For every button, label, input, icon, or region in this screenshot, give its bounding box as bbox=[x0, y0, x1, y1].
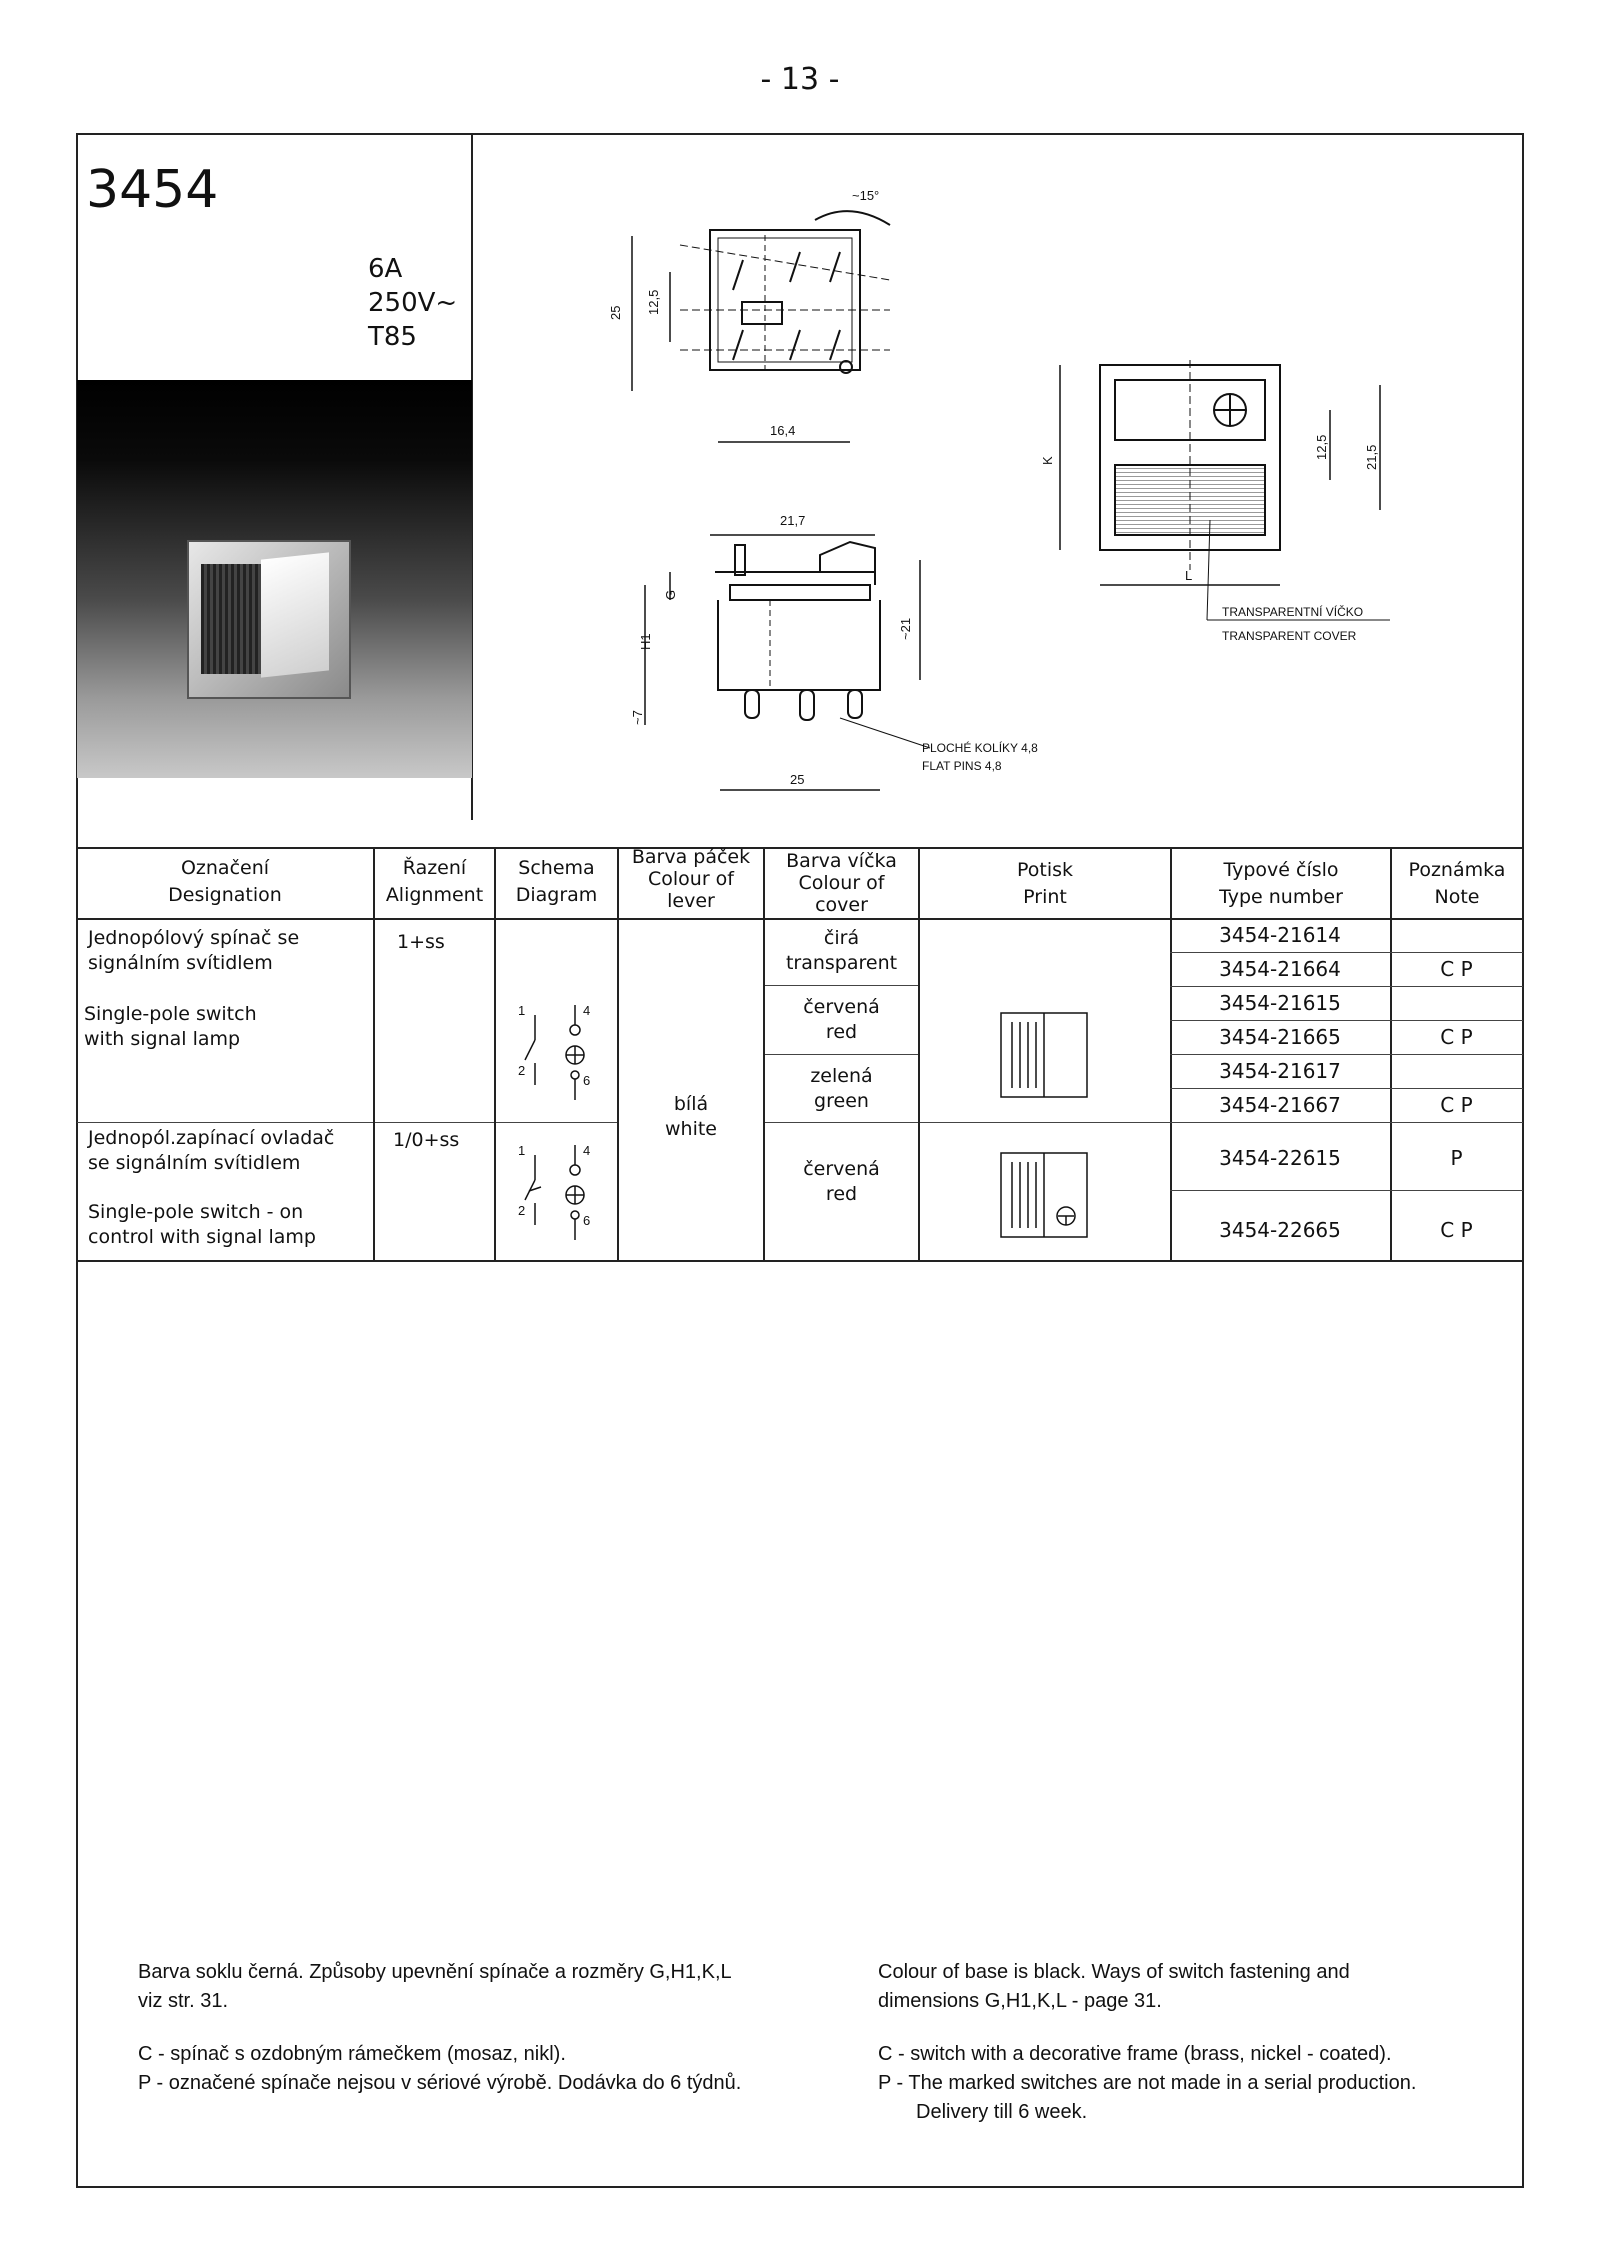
designation-line: Jednopól.zapínací ovladač bbox=[88, 1127, 335, 1149]
row-note: C P bbox=[1440, 1025, 1473, 1049]
designation-line: signálním svítidlem bbox=[88, 952, 273, 974]
lever-color-cz: bílá bbox=[673, 1093, 709, 1115]
diagram-label: 1 bbox=[518, 1143, 526, 1158]
switch-lever bbox=[261, 552, 329, 677]
table-row: 3454-21617 bbox=[1219, 1059, 1341, 1083]
spacer bbox=[138, 2016, 838, 2040]
header-note-cz: Poznámka bbox=[1408, 859, 1506, 881]
header-lever-en: Colour of bbox=[647, 868, 734, 890]
header-designation bbox=[77, 855, 373, 909]
header-lever-en-2: lever bbox=[667, 890, 715, 912]
top-view-outline bbox=[710, 230, 860, 370]
dim-21-5: 21,5 bbox=[1364, 444, 1379, 470]
designation-line: with signal lamp bbox=[84, 1028, 241, 1050]
angle-label: ~15° bbox=[852, 188, 880, 203]
cover-divider bbox=[765, 985, 918, 986]
cover-cz: červená bbox=[803, 996, 880, 1018]
designation-line: Single-pole switch - on bbox=[88, 1201, 304, 1223]
cover-red-2 bbox=[765, 1157, 918, 1207]
print-symbol-lamp bbox=[1000, 1012, 1088, 1098]
row-divider bbox=[1170, 986, 1523, 987]
diagram-label: 2 bbox=[518, 1203, 526, 1218]
header-cover bbox=[765, 850, 918, 916]
header-note-en: Note bbox=[1434, 886, 1480, 908]
row-divider bbox=[1170, 1190, 1523, 1191]
diagram-label: 4 bbox=[583, 1143, 591, 1158]
table-row: 3454-21615 bbox=[1219, 991, 1341, 1015]
dim-l: L bbox=[1185, 568, 1193, 583]
group2-designation-cz bbox=[88, 1126, 334, 1176]
row-divider bbox=[1170, 1088, 1523, 1089]
footnote-line: P - The marked switches are not made in a serial production. bbox=[878, 2072, 1417, 2094]
pins-label-en: FLAT PINS 4,8 bbox=[922, 759, 1002, 773]
rating-current: 6A bbox=[368, 254, 403, 284]
group2-alignment: 1/0+ss bbox=[393, 1129, 460, 1151]
designation-line: Single-pole switch bbox=[84, 1003, 257, 1025]
rating-temperature: T85 bbox=[368, 322, 417, 352]
footnote-line: Delivery till 6 week. bbox=[916, 2101, 1088, 2123]
footnotes-cz bbox=[138, 1958, 838, 2098]
dim-12-5: 12,5 bbox=[1314, 434, 1329, 460]
header-print-en: Print bbox=[1023, 886, 1067, 908]
group1-alignment: 1+ss bbox=[397, 931, 445, 953]
lever-color bbox=[619, 1092, 763, 1142]
header-type-en: Type number bbox=[1219, 886, 1343, 908]
header-cover-en-2: cover bbox=[815, 894, 868, 916]
group1-designation-en bbox=[84, 1002, 257, 1052]
footnote-line: P - označené spínače nejsou v sériové výrobě. Dodávka do 6 týdnů. bbox=[138, 2072, 742, 2094]
group-divider-print bbox=[918, 1122, 1170, 1123]
dim-7: ~7 bbox=[630, 710, 645, 725]
diagram-label: 6 bbox=[583, 1073, 591, 1088]
pins-label-cz: PLOCHÉ KOLÍKY 4,8 bbox=[922, 741, 1038, 755]
group2-switch-diagram bbox=[505, 1135, 615, 1245]
group1-designation-cz bbox=[88, 926, 299, 976]
product-photo bbox=[77, 380, 472, 778]
footnote-line: Colour of base is black. Ways of switch fastening and bbox=[878, 1961, 1350, 1983]
row-note: C P bbox=[1440, 1218, 1473, 1242]
row-note: P bbox=[1450, 1146, 1463, 1170]
header-lever bbox=[619, 846, 763, 912]
header-cover-en: Colour of bbox=[798, 872, 885, 894]
cover-cz: zelená bbox=[810, 1065, 873, 1087]
header-alignment bbox=[375, 855, 494, 909]
spacer bbox=[878, 2016, 1518, 2040]
cover-divider bbox=[765, 1054, 918, 1055]
cover-green bbox=[765, 1064, 918, 1114]
dim-top-inner: 12,5 bbox=[646, 289, 661, 315]
header-print-cz: Potisk bbox=[1016, 859, 1074, 881]
dim-h1: H1 bbox=[638, 633, 653, 650]
diagram-label: 2 bbox=[518, 1063, 526, 1078]
footnote-line: C - spínač s ozdobným rámečkem (mosaz, nikl). bbox=[138, 2043, 566, 2065]
model-number: 3454 bbox=[86, 160, 219, 220]
footnote-line: C - switch with a decorative frame (brass, nickel - coated). bbox=[878, 2043, 1392, 2065]
lever-color-en: white bbox=[665, 1118, 717, 1140]
header-print bbox=[920, 857, 1170, 911]
cover-en: green bbox=[814, 1090, 869, 1112]
header-type bbox=[1172, 857, 1390, 911]
header-designation-en: Designation bbox=[168, 884, 282, 906]
cover-cz: čirá bbox=[823, 927, 860, 949]
row-divider bbox=[1170, 952, 1523, 953]
row-note: C P bbox=[1440, 1093, 1473, 1117]
row-divider bbox=[1170, 1054, 1523, 1055]
designation-line: se signálním svítidlem bbox=[88, 1152, 301, 1174]
diagram-label: 6 bbox=[583, 1213, 591, 1228]
type-number-list bbox=[1170, 918, 1523, 1260]
cover-cz: červená bbox=[803, 1158, 880, 1180]
ratings bbox=[368, 252, 457, 354]
header-designation-cz: Označení bbox=[180, 857, 270, 879]
diagram-label: 4 bbox=[583, 1003, 591, 1018]
group-divider-cover bbox=[765, 1122, 920, 1123]
switch-lamp-side bbox=[201, 564, 263, 674]
table-row: 3454-21664 bbox=[1219, 957, 1341, 981]
dim-21: ~21 bbox=[898, 617, 913, 640]
footnote-line: Barva soklu černá. Způsoby upevnění spínače a rozměry G,H1,K,L bbox=[138, 1961, 732, 1983]
table-bottom-border bbox=[77, 1260, 1523, 1262]
footnotes-en bbox=[878, 1958, 1518, 2127]
group2-designation-en bbox=[88, 1200, 316, 1250]
technical-drawing bbox=[590, 180, 1410, 800]
group-divider-left bbox=[77, 1122, 617, 1123]
diagram-label: 1 bbox=[518, 1003, 526, 1018]
cover-en: transparent bbox=[785, 952, 898, 974]
header-alignment-en: Alignment bbox=[385, 884, 484, 906]
header-type-cz: Typové číslo bbox=[1223, 859, 1339, 881]
header-alignment-cz: Řazení bbox=[402, 857, 467, 879]
designation-line: Jednopólový spínač se bbox=[88, 927, 300, 949]
table-top-border bbox=[77, 847, 1523, 849]
table-row: 3454-22665 bbox=[1219, 1218, 1341, 1242]
header-note bbox=[1392, 857, 1522, 911]
header-diagram-en: Diagram bbox=[515, 884, 598, 906]
footnote-line: viz str. 31. bbox=[138, 1990, 229, 2012]
footnote-line: dimensions G,H1,K,L - page 31. bbox=[878, 1990, 1162, 2012]
cover-label-cz: TRANSPARENTNÍ VÍČKO bbox=[1222, 605, 1364, 619]
dim-k: K bbox=[1040, 456, 1055, 465]
designation-line: control with signal lamp bbox=[88, 1226, 316, 1248]
table-row: 3454-21667 bbox=[1219, 1093, 1341, 1117]
row-divider bbox=[1170, 1122, 1523, 1123]
cover-en: red bbox=[825, 1183, 858, 1205]
dim-top-width: 16,4 bbox=[770, 423, 796, 438]
cover-transparent bbox=[765, 926, 918, 976]
cover-red bbox=[765, 995, 918, 1045]
dim-side-bottom: 25 bbox=[790, 772, 805, 787]
header-lever-cz: Barva páček bbox=[631, 846, 751, 868]
table-row: 3454-21614 bbox=[1219, 923, 1341, 947]
dim-side-top: 21,7 bbox=[780, 513, 806, 528]
header-cover-cz: Barva víčka bbox=[786, 850, 897, 872]
cover-en: red bbox=[825, 1021, 858, 1043]
dim-top-height: 25 bbox=[608, 305, 623, 320]
table-row: 3454-22615 bbox=[1219, 1146, 1341, 1170]
cover-label-en: TRANSPARENT COVER bbox=[1222, 629, 1357, 643]
header-diagram bbox=[496, 855, 617, 909]
switch-frame bbox=[187, 540, 351, 699]
rating-voltage: 250V~ bbox=[368, 288, 458, 318]
page-number: - 13 - bbox=[760, 62, 840, 97]
print-symbol-on bbox=[1000, 1152, 1088, 1238]
header-diagram-cz: Schema bbox=[518, 857, 595, 879]
row-divider bbox=[1170, 1020, 1523, 1021]
dim-g: G bbox=[663, 589, 678, 600]
table-row: 3454-21665 bbox=[1219, 1025, 1341, 1049]
group1-switch-diagram bbox=[505, 995, 615, 1105]
row-note: C P bbox=[1440, 957, 1473, 981]
